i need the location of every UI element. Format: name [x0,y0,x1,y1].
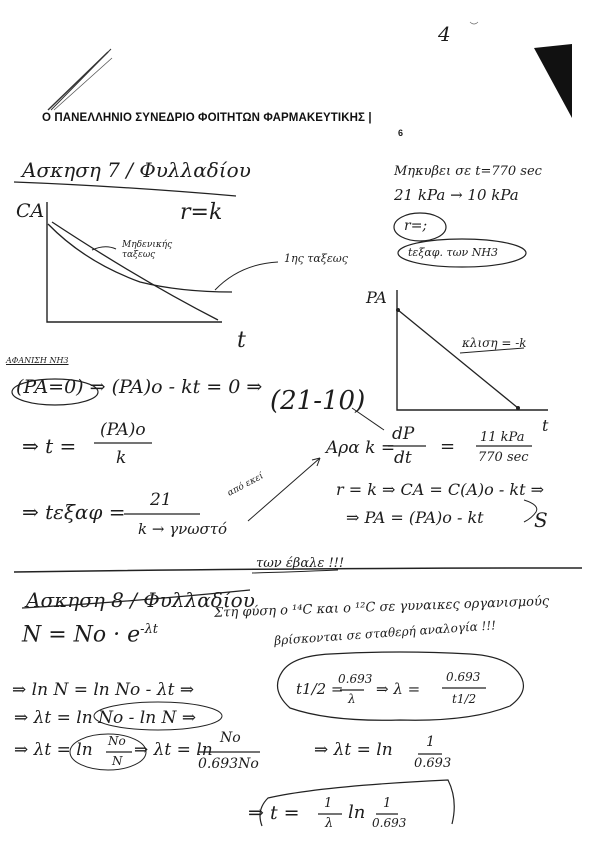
margin-stroke [54,58,112,110]
half-life-den2: t1/2 [452,692,477,706]
final-num2: 1 [383,796,392,811]
given-circle-t: tεξαφ. των NH3 [408,246,498,259]
work-eq3-lhs: ⇒ tεξαφ = [22,500,126,524]
margin-tick [470,22,478,24]
final-den: λ [325,816,334,831]
step3-num: No [108,734,126,748]
graph2-y-axis [397,290,548,410]
exercise8-law [22,622,158,647]
work-eq3-num: 21 [150,490,172,510]
work-rate-mark: S [534,508,548,532]
given-line1: Μηκυβει σε t=770 sec [394,164,542,179]
graph2-slope-label: κλιση = -k [462,336,527,350]
graph1-line-note: 1ης ταξεως [284,252,348,265]
work-eq2-num: (PA)o [100,420,146,440]
step3-mid: ⇒ λt = ln [134,740,213,760]
title-underline [14,182,236,196]
graph1-curve-note: Μηδενικής ταξεως [122,240,173,260]
work-eq1: (PA=0) ⇒ (PA)o - kt = 0 ⇒ [16,376,263,398]
graph2-x-label: t [542,416,549,435]
graph2-point [396,308,400,312]
exercise7-title: Ασκηση 7 / Φυλλαδίου [22,158,251,182]
header-mark: 6 [398,128,404,138]
work-diff: (21-10) [270,386,366,416]
graph2-point [516,406,520,410]
work-rate2: ⇒ PA = (PA)o - kt [346,508,484,527]
final-num: 1 [324,796,333,811]
graph1-y-label: CA [16,200,45,222]
step2: ⇒ λt = ln No - ln N ⇒ [14,708,197,728]
final-ln: ln [348,802,366,823]
step3-den3: 0.693 [414,756,452,771]
work-note: ΑΦΑΝΙΣΗ NH3 [6,356,69,365]
final-lhs: ⇒ t = [248,802,300,824]
work-k-den: dt [394,448,412,468]
step3-den2: 0.693No [198,756,259,772]
graph1-note-arrow [215,262,278,290]
graph1-x-label: t [237,328,246,353]
half-life-num: 0.693 [338,672,373,686]
work-k-prefix: Αρα k = [326,438,396,458]
work-k-eq: = [440,436,456,457]
work-k-num: dP [392,424,415,444]
exercise8-banner: των έβαλε !!! [256,556,345,571]
step3-lhs: ⇒ λt = ln [14,740,93,760]
given-circle-r: r=; [404,218,428,234]
graph1-line [52,222,218,320]
graph2-y-label: PA [366,288,387,307]
exercise8-note1: Στη φύση ο ¹⁴C και ο ¹²C σε γυναικες οργανισμούς [213,594,550,621]
half-life-lhs: t1/2 = [296,680,344,698]
work-rate1: r = k ⇒ CA = C(A)o - kt ⇒ [336,480,544,499]
work-eq2-den: k [116,448,127,468]
half-life-mid: ⇒ λ = [376,680,421,698]
half-life-den: λ [348,692,356,706]
work-k-rhs-num: 11 kPa [480,430,525,445]
apo-arrow [248,458,320,521]
work-eq3-den: k → γνωστό [138,520,228,538]
work-apo-note: από εκεί [225,471,266,499]
step3-num2: No [220,730,241,746]
page-header: Ο ΠΑΝΕΛΛΗΝΙΟ ΣΥΝΕΔΡΙΟ ΦΟΙΤΗΤΩΝ ΦΑΡΜΑΚΕΥΤΙΚΗΣ | [42,112,372,124]
step1: ⇒ ln N = ln No - λt ⇒ [12,680,195,700]
step3-rhs: ⇒ λt = ln [314,740,393,760]
graph2-line [398,310,518,408]
work-k-rhs-den: 770 sec [478,450,529,465]
margin-stroke [51,49,111,110]
step3-num3: 1 [426,734,435,750]
exercise8-title: Ασκηση 8 / Φυλλαδίου [26,588,255,612]
page-number: 4 [438,22,451,46]
graph1-rate-label: r=k [180,200,223,225]
decay-law-exponent: -λt [140,622,159,637]
decay-law: N = No · e [22,622,141,648]
exercise8-note2: βρίσκονται σε σταθερή αναλογία !!! [273,618,497,648]
half-life-num2: 0.693 [446,670,481,684]
work-eq2-lhs: ⇒ t = [22,434,77,458]
step3-den: N [112,754,123,768]
given-line2: 21 kPa → 10 kPa [394,186,519,204]
corner-triangle [534,44,572,118]
final-den2: 0.693 [372,816,407,830]
